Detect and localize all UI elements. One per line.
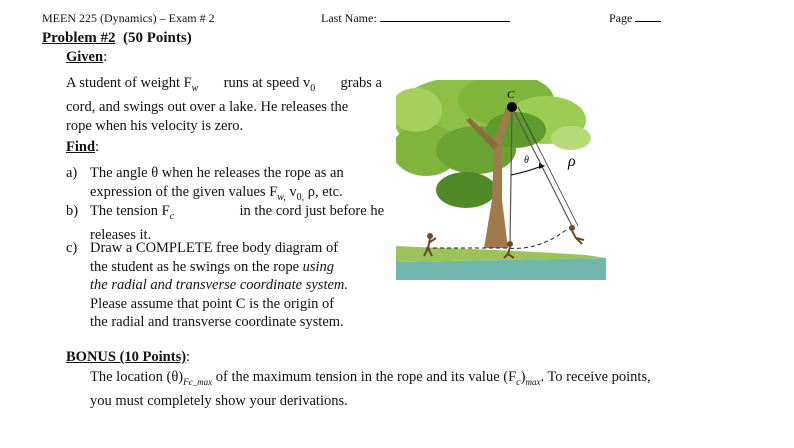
given-heading: Given: xyxy=(66,49,108,65)
page-label: Page xyxy=(609,11,633,25)
find-item-b: b) The tension $F_c$ in the cord just before he releases it. xyxy=(66,203,384,244)
page-field xyxy=(609,11,661,26)
find-heading: Find: xyxy=(66,139,100,155)
student-swinging xyxy=(569,225,584,244)
bonus-text: The location $(\theta)_{Fc\_max}$ of the maximum tension in the rope and its value $(F_c)_{max}$. To receive points, you must completely show your derivations. xyxy=(90,369,651,410)
problem-points: (50 Points) xyxy=(122,30,192,46)
course-title: MEEN 225 (Dynamics) – Exam # 2 xyxy=(42,11,215,25)
angle-arrowhead xyxy=(539,163,545,169)
angle-label: θ xyxy=(524,155,529,166)
last-name-field xyxy=(321,11,510,26)
radius-label: ρ xyxy=(568,153,576,170)
point-c-label: C xyxy=(507,89,515,101)
page-blank[interactable] xyxy=(635,21,661,22)
swing-illustration xyxy=(396,80,606,280)
given-text: A student of weight $F_w$ runs at speed $v_0$ grabs a cord, and swings out over a lake. He releases the rope when his velocity is zero. xyxy=(66,75,382,134)
angle-arc xyxy=(511,166,542,175)
find-item-c: c) Draw a COMPLETE free body diagram of the student as he swings on the rope using the radial and transverse coordinate system. Please assume that point C is the origin of the radial and transverse coordinate system. xyxy=(66,240,349,330)
bonus-heading: BONUS (10 Points): xyxy=(66,349,191,365)
last-name-label: Last Name: xyxy=(321,11,377,25)
problem-title xyxy=(42,30,192,47)
problem-number: Problem #2 xyxy=(42,30,116,46)
point-c-marker xyxy=(507,102,517,112)
course-header xyxy=(42,11,215,26)
last-name-blank[interactable] xyxy=(380,21,510,22)
find-item-a: a) The angle θ when he releases the rope as an expression of the given values $F_{w,}$ $v_{0,}$ ρ, etc. xyxy=(66,165,344,203)
